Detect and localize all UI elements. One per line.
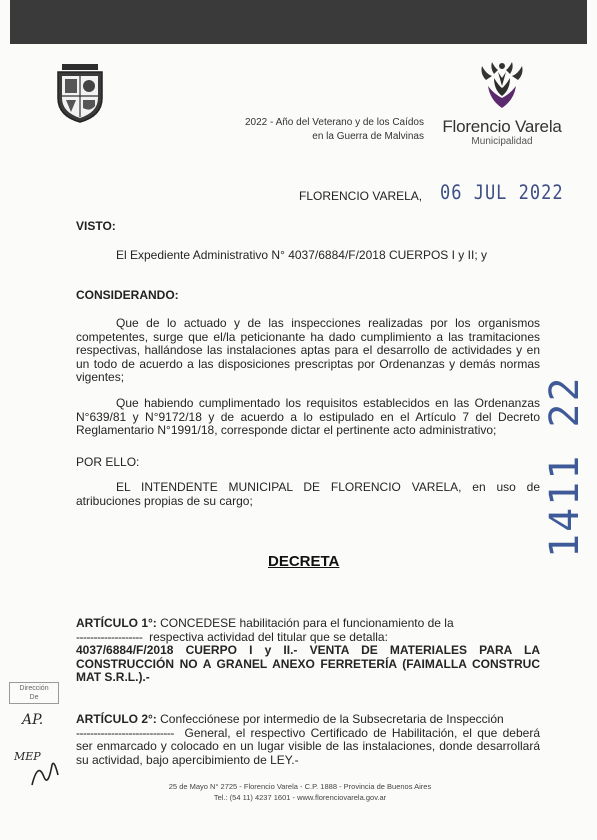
dash-filler: ------------------- bbox=[76, 629, 143, 644]
por-ello-heading: POR ELLO: bbox=[76, 455, 140, 469]
date-stamp: 06 JUL 2022 bbox=[440, 181, 564, 205]
year-motto-line1: 2022 - Año del Veterano y de los Caídos bbox=[244, 117, 424, 128]
side-number-stamp bbox=[536, 372, 596, 562]
coat-of-arms-logo bbox=[52, 62, 108, 124]
place-label: FLORENCIO VARELA, bbox=[299, 189, 423, 203]
considerando-paragraph-2: Que habiendo cumplimentado los requisitos establecidos en las Ordenanzas N°639/81 y N°9172/18 y de acuerdo a lo estipulado en el Artículo 7 del Decreto Reglamentario N°1991/18, corresponde dictar el pertinente acto administrativo; bbox=[76, 396, 540, 437]
articulo-1-line2: respectiva actividad del titular que se detalla: bbox=[149, 629, 388, 644]
decreta-title: DECRETA bbox=[268, 553, 340, 570]
dash-filler: ---------------------------- bbox=[76, 725, 174, 740]
direccion-stamp-box bbox=[9, 682, 59, 704]
brand-subtitle: Municipalidad bbox=[471, 136, 533, 147]
brand-name: Florencio Varela bbox=[442, 117, 562, 136]
articulo-2-line2: General, el respectivo Certificado de Habilitación, el que deberá ser enmarcado y colocado en un lugar visible de las instalaciones, donde desarrollará su actividad, bajo apercibimiento de LEY.- bbox=[76, 725, 540, 767]
considerando-heading: CONSIDERANDO: bbox=[76, 288, 179, 302]
handwritten-signature-icon bbox=[28, 755, 62, 791]
articulo-1-detail: 4037/6884/F/2018 CUERPO I y II.- VENTA DE MATERIALES PARA LA CONSTRUCCIÓN NO A GRANEL ANEXO FERRETERÍA (FAIMALLA CONSTRUC MAT S.R.L.).- bbox=[76, 643, 540, 684]
year-motto-line2: en la Guerra de Malvinas bbox=[312, 131, 424, 142]
visto-text: El Expediente Administrativo N° 4037/6884/F/2018 CUERPOS I y II; y bbox=[116, 248, 487, 262]
footer-address: 25 de Mayo N° 2725 - Florencio Varela - C.P. 1888 - Provincia de Buenos Aires bbox=[168, 782, 432, 791]
articulo-2-line1: Confecciónese por intermedio de la Subsecretaria de Inspección bbox=[160, 712, 504, 726]
footer bbox=[150, 781, 450, 803]
handwritten-initials-1: AP. bbox=[22, 712, 44, 728]
year-motto bbox=[245, 116, 424, 144]
direccion-stamp-line1: Dirección bbox=[19, 685, 49, 692]
articulo-1-line1: CONCEDESE habilitación para el funcionamiento de la bbox=[160, 616, 454, 630]
municipality-brand bbox=[440, 60, 564, 147]
side-number-text: 1411 22 bbox=[542, 375, 588, 558]
articulo-1-label: ARTÍCULO 1°: bbox=[76, 616, 157, 630]
por-ello-text: EL INTENDENTE MUNICIPAL DE FLORENCIO VARELA, en uso de atribuciones propias de su cargo; bbox=[76, 480, 540, 508]
handwritten-initials-2: MEP bbox=[14, 750, 41, 763]
footer-contact: Tel.: (54 11) 4237 1601 - www.florenciovarela.gov.ar bbox=[213, 793, 387, 802]
municipality-emblem-icon bbox=[472, 60, 532, 110]
articulo-1 bbox=[76, 617, 540, 685]
scan-top-bar bbox=[10, 0, 587, 44]
considerando-paragraph-1: Que de lo actuado y de las inspecciones realizadas por los organismos competentes, surge que el/la peticionante ha dado cumplimiento a las tramitaciones respectivas, hallándose las instalaciones aptas para el desarrollo de actividades y en un todo de acuerdo a las disposiciones prescriptas por Ordenanzas y demás normas vigentes; bbox=[76, 316, 540, 384]
articulo-2 bbox=[76, 713, 540, 767]
visto-heading: VISTO: bbox=[76, 219, 116, 233]
direccion-stamp-line2: De bbox=[29, 694, 39, 701]
articulo-2-label: ARTÍCULO 2°: bbox=[76, 712, 157, 726]
